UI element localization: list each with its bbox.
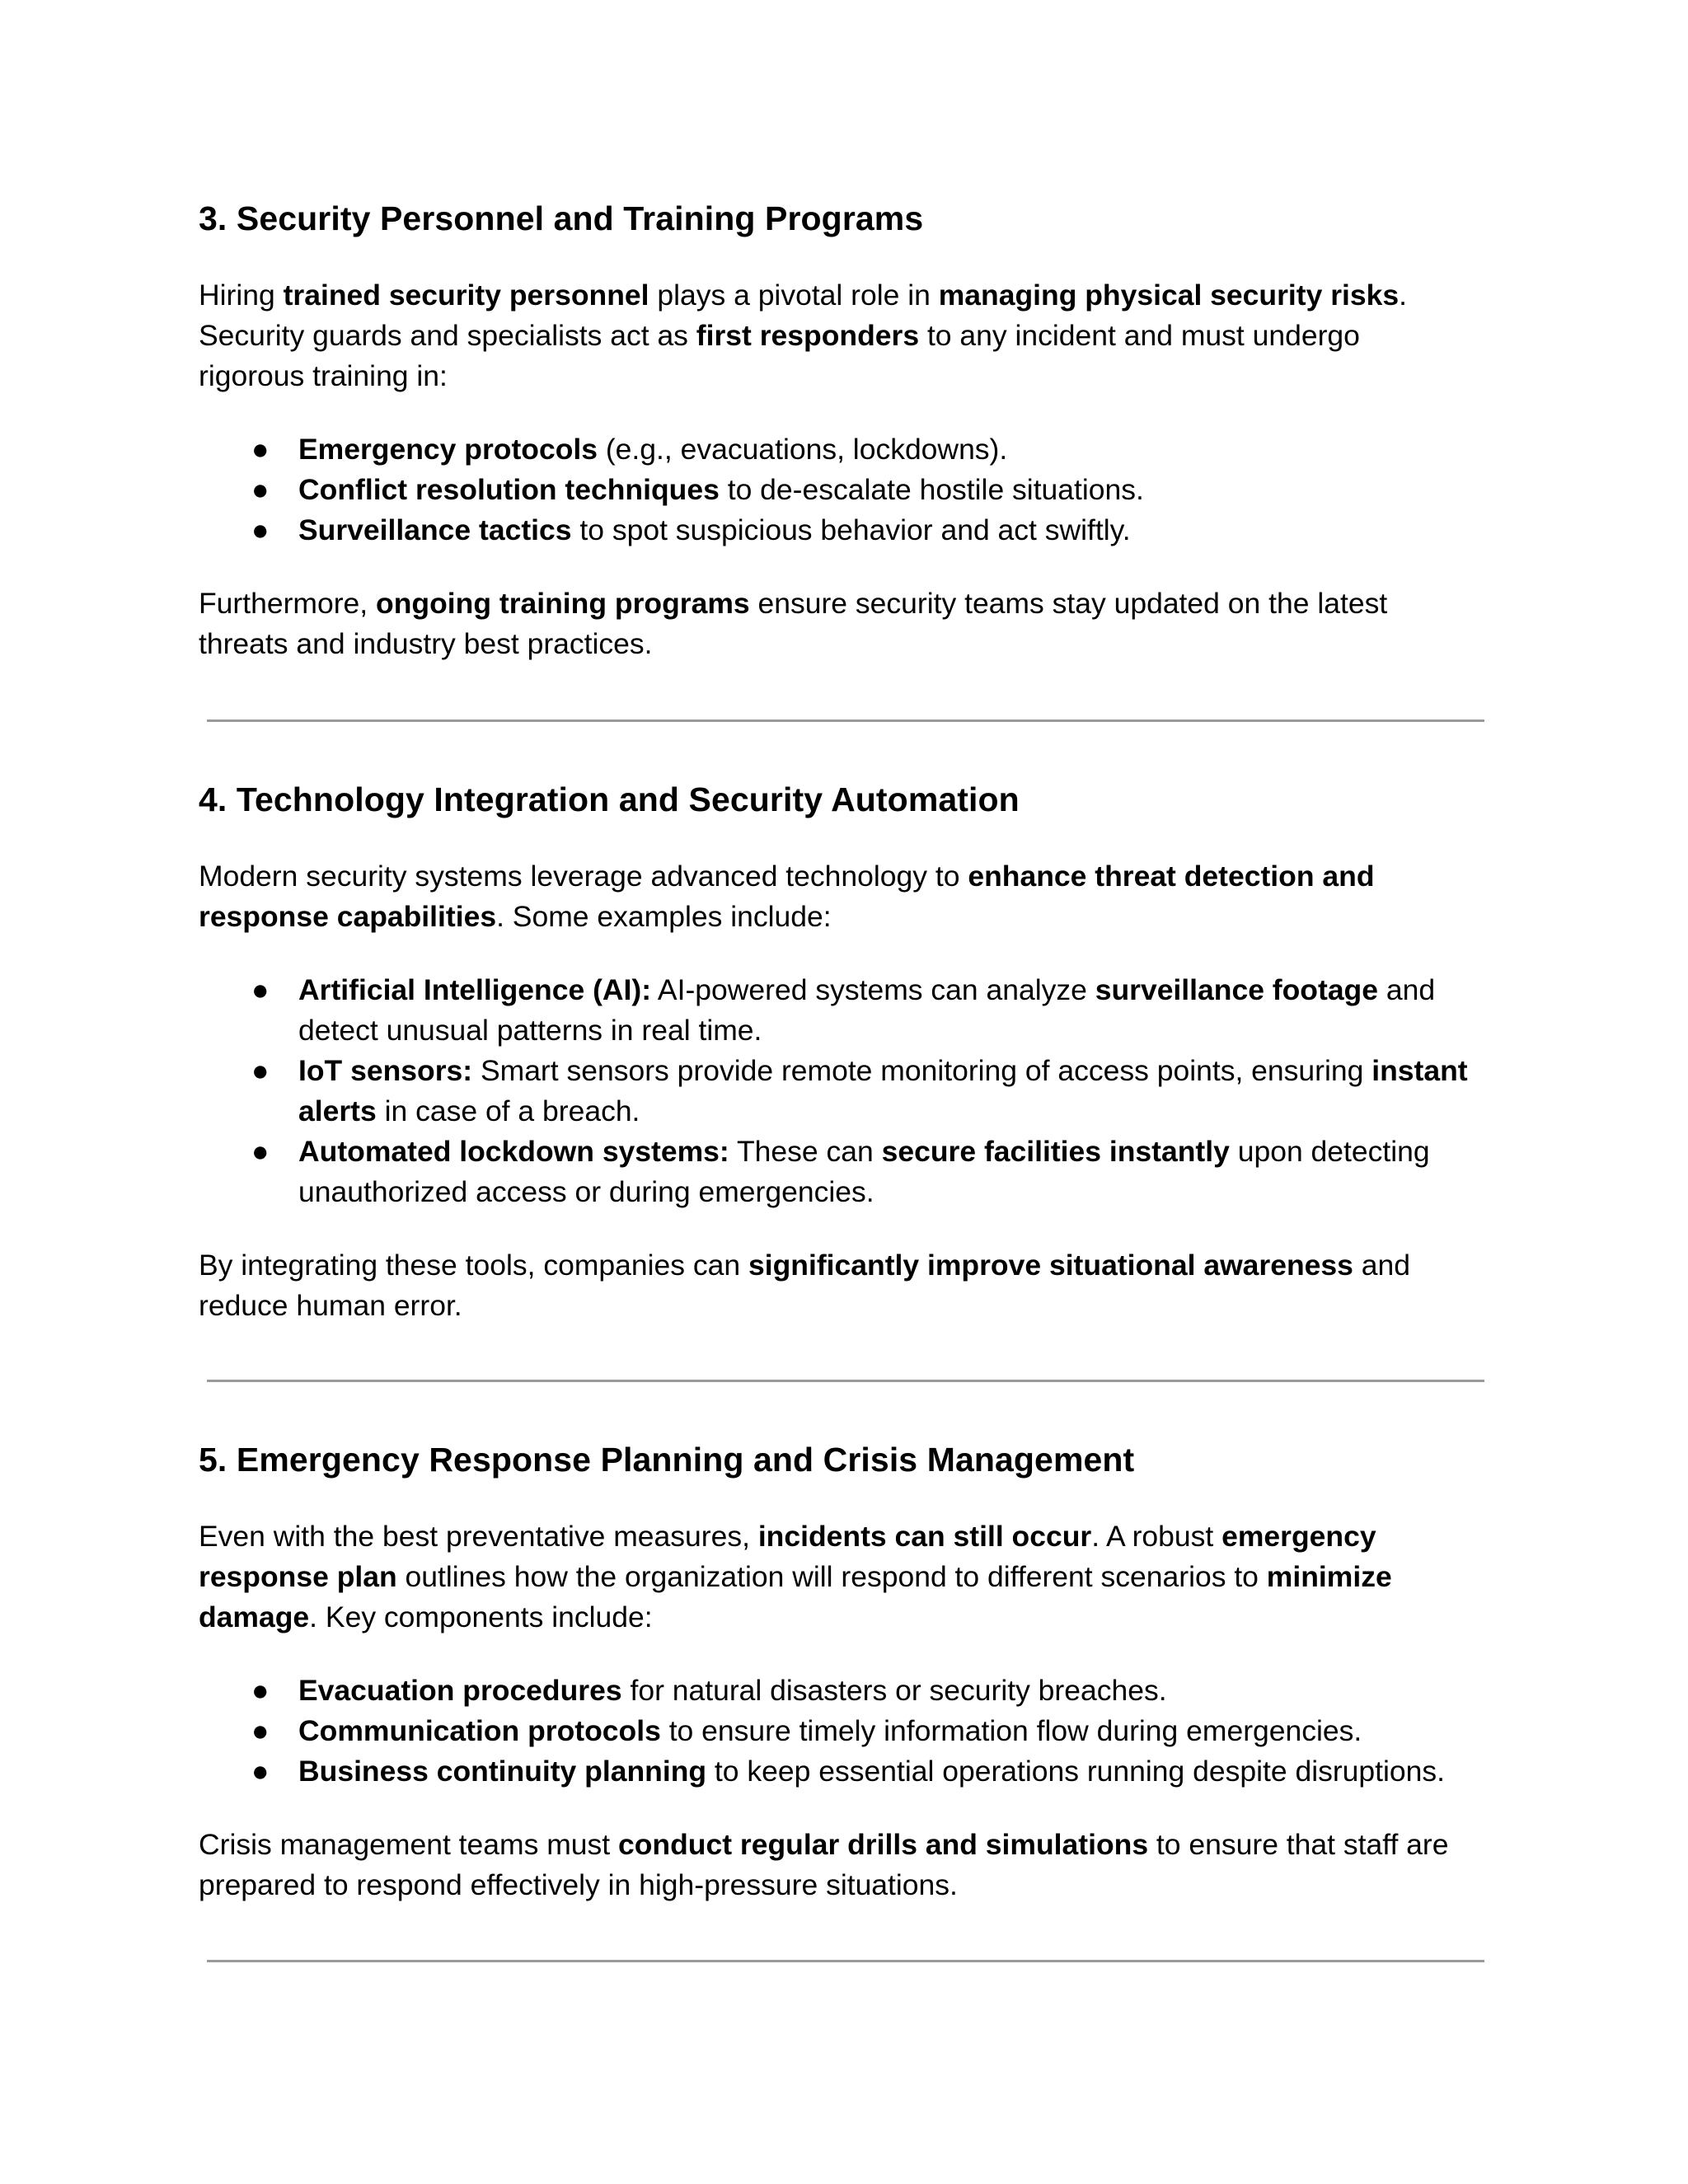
text-run: By integrating these tools, companies can [199, 1249, 748, 1282]
text-run: . Security guards and specialists act as [199, 279, 1407, 352]
list-item-text [298, 513, 1131, 546]
text-run: upon detecting unauthorized access or during emergencies. [298, 1135, 1430, 1208]
list-item-text [298, 473, 1144, 506]
bullet-icon: ● [251, 1755, 270, 1788]
section-outro [199, 1825, 1468, 1905]
bold-text-run: Communication protocols [298, 1714, 661, 1747]
text-run: Hiring [199, 279, 284, 312]
horizontal-divider [207, 1960, 1484, 1962]
section-heading: 4. Technology Integration and Security Automation [199, 780, 1020, 818]
list-item [199, 970, 1502, 1051]
bold-text-run: Artificial Intelligence (AI): [298, 973, 652, 1006]
bold-text-run: instant alerts [298, 1054, 1468, 1127]
bullet-list [199, 1671, 1501, 1792]
bold-text-run: Emergency protocols [298, 433, 598, 466]
text-run: plays a pivotal role in [649, 279, 939, 312]
bold-text-run: trained security personnel [283, 279, 649, 312]
bullet-icon: ● [251, 513, 270, 546]
section-outro [199, 583, 1468, 664]
bold-text-run: IoT sensors: [298, 1054, 473, 1087]
text-run: to keep essential operations running despite disruptions. [706, 1755, 1446, 1788]
horizontal-divider [207, 1380, 1484, 1382]
text-run: outlines how the organization will respond to different scenarios to [396, 1560, 1267, 1593]
section-intro [199, 856, 1468, 937]
text-run: to ensure that staff are prepared to respond effectively in high-pressure situations. [199, 1828, 1449, 1901]
bold-text-run: emergency response plan [199, 1520, 1376, 1593]
horizontal-divider [207, 719, 1484, 722]
text-run: for natural disasters or security breaches. [621, 1674, 1167, 1707]
list-item [199, 429, 1501, 470]
list-item [199, 470, 1501, 510]
text-run: to spot suspicious behavior and act swiftly. [571, 513, 1131, 546]
bold-text-run: secure facilities instantly [881, 1135, 1230, 1168]
list-item-text [298, 1755, 1445, 1788]
section-heading: 3. Security Personnel and Training Programs [199, 199, 924, 237]
bold-text-run: minimize damage [199, 1560, 1392, 1633]
text-run: Even with the best preventative measures, [199, 1520, 758, 1553]
text-run: Smart sensors provide remote monitoring of access points, ensuring [472, 1054, 1372, 1087]
bold-text-run: managing physical security risks [938, 279, 1400, 312]
bold-text-run: Conflict resolution techniques [298, 473, 720, 506]
bullet-list [199, 429, 1501, 551]
bold-text-run: conduct regular drills and simulations [618, 1828, 1149, 1861]
bold-text-run: Surveillance tactics [298, 513, 572, 546]
list-item-text [298, 1054, 1468, 1127]
list-item-text [298, 1674, 1167, 1707]
bold-text-run: significantly improve situational awareness [748, 1249, 1353, 1282]
text-run: Furthermore, [199, 587, 377, 620]
bullet-icon: ● [251, 1714, 270, 1747]
section-intro [199, 275, 1468, 396]
text-run: . A robust [1091, 1520, 1222, 1553]
text-run: AI-powered systems can analyze [651, 973, 1095, 1006]
text-run: to de-escalate hostile situations. [719, 473, 1144, 506]
text-run: and reduce human error. [199, 1249, 1410, 1322]
text-run: (e.g., evacuations, lockdowns). [598, 433, 1008, 466]
bullet-list [199, 970, 1501, 1212]
bold-text-run: Automated lockdown systems: [298, 1135, 729, 1168]
bullet-icon: ● [251, 433, 270, 466]
text-run: ensure security teams stay updated on the latest threats and industry best practices. [199, 587, 1388, 660]
list-item-text [298, 1714, 1362, 1747]
section-heading: 5. Emergency Response Planning and Crisis Management [199, 1441, 1135, 1479]
text-run: in case of a breach. [376, 1094, 640, 1127]
list-item-text [298, 433, 1007, 466]
list-item-text [298, 1135, 1430, 1208]
bold-text-run: Business continuity planning [298, 1755, 707, 1788]
bold-text-run: first responders [696, 319, 920, 352]
bold-text-run: enhance threat detection and response capabilities [199, 860, 1375, 933]
list-item [199, 1051, 1502, 1132]
text-run: to any incident and must undergo rigorous training in: [199, 319, 1360, 392]
section-3 [199, 198, 1501, 664]
bullet-icon: ● [251, 1135, 270, 1168]
text-run: Crisis management teams must [199, 1828, 618, 1861]
bullet-icon: ● [251, 1054, 270, 1087]
bold-text-run: incidents can still occur [757, 1520, 1092, 1553]
text-run: . Key components include: [309, 1601, 653, 1633]
list-item [199, 1671, 1501, 1711]
list-item [199, 510, 1501, 551]
bold-text-run: ongoing training programs [376, 587, 750, 620]
list-item [199, 1751, 1501, 1792]
bold-text-run: surveillance footage [1095, 973, 1378, 1006]
list-item [199, 1711, 1501, 1751]
section-5 [199, 1439, 1501, 1905]
text-run: Modern security systems leverage advanced technology to [199, 860, 968, 893]
section-outro [199, 1245, 1468, 1326]
bullet-icon: ● [251, 473, 270, 506]
text-run: These can [729, 1135, 882, 1168]
text-run: . Some examples include: [496, 900, 832, 933]
section-intro [199, 1516, 1468, 1638]
bullet-icon: ● [251, 973, 270, 1006]
text-run: to ensure timely information flow during emergencies. [660, 1714, 1362, 1747]
list-item [199, 1132, 1502, 1212]
list-item-text [298, 973, 1435, 1047]
bullet-icon: ● [251, 1674, 270, 1707]
section-4 [199, 779, 1501, 1326]
text-run: and detect unusual patterns in real time. [298, 973, 1436, 1047]
bold-text-run: Evacuation procedures [298, 1674, 622, 1707]
